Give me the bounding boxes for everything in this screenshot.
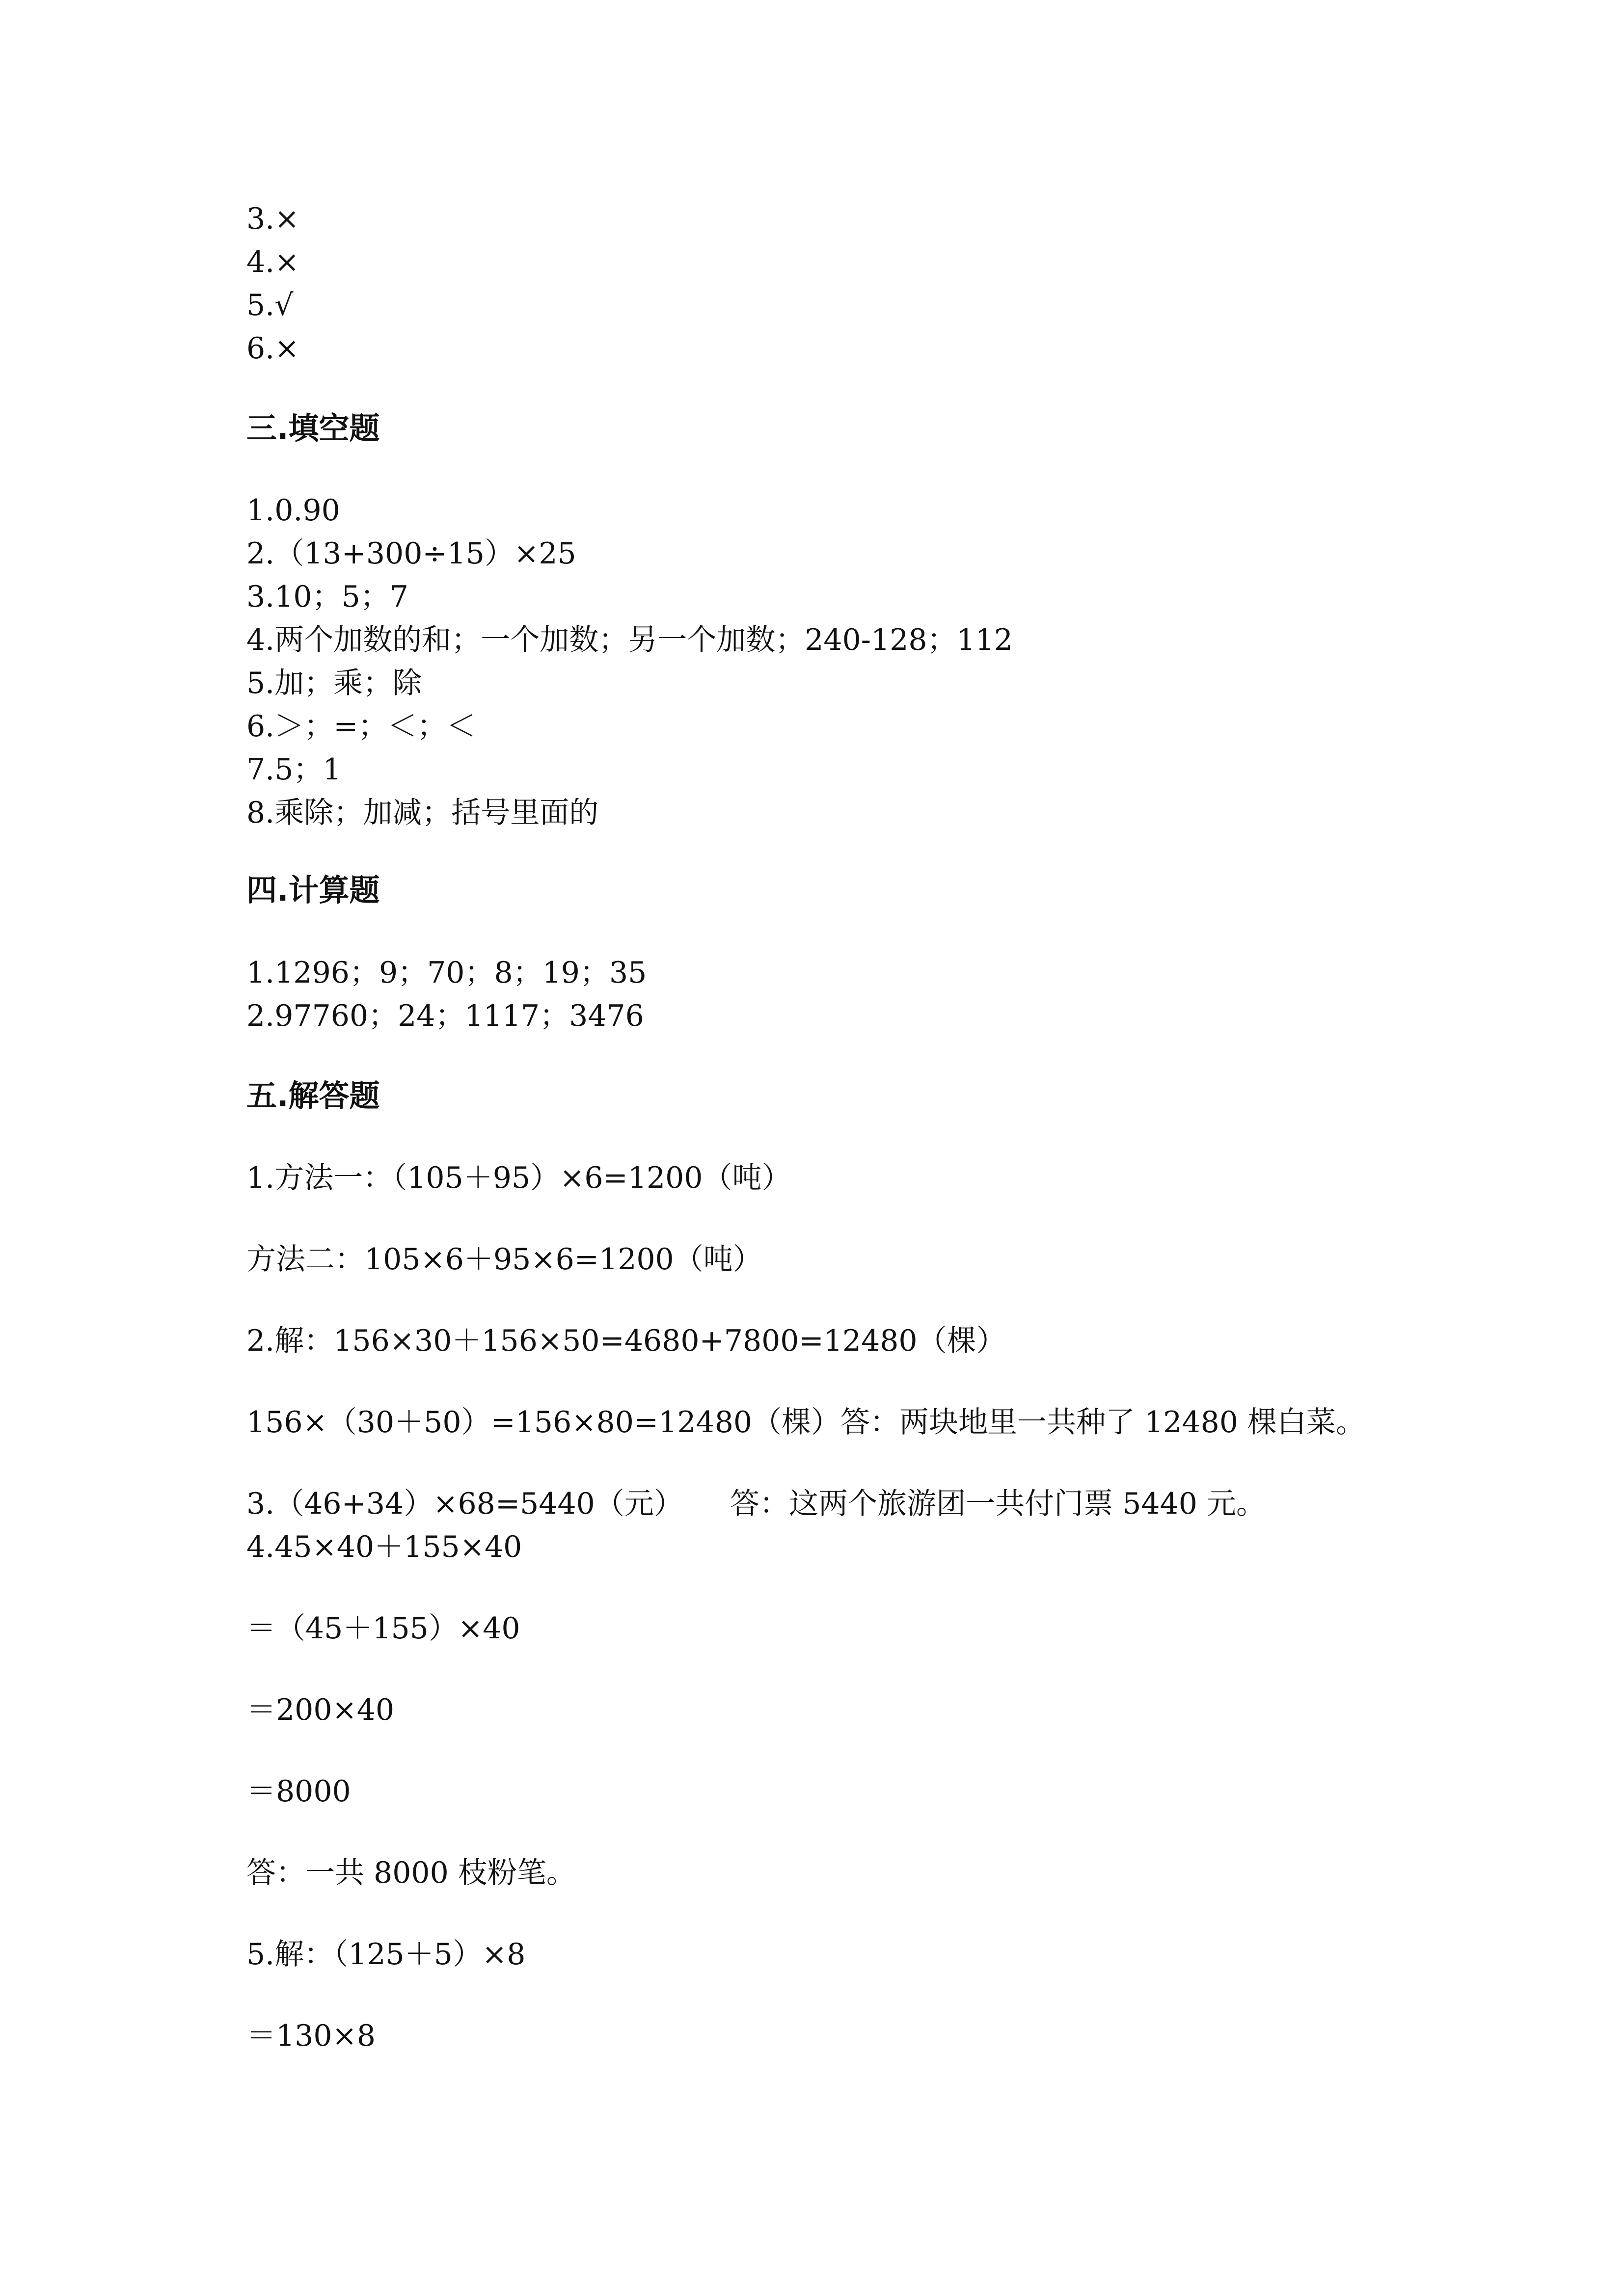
fill-answer-4: 4.两个加数的和；一个加数；另一个加数；240-128；112 (246, 623, 1013, 657)
fill-answer-5: 5.加；乘；除 (246, 666, 422, 700)
solution-line: 5.解：（125＋5）×8 (246, 1937, 526, 1972)
fill-answer-2: 2.（13+300÷15）×25 (246, 536, 576, 571)
solution-line: ＝200×40 (246, 1693, 395, 1727)
judgement-answer-4: 4.× (246, 245, 299, 279)
solution-line: ＝130×8 (246, 2019, 376, 2053)
calc-answer-1: 1.1296；9；70；8；19；35 (246, 956, 647, 990)
judgement-answer-3: 3.× (246, 202, 299, 236)
solution-line: ＝（45＋155）×40 (246, 1611, 520, 1646)
section-heading-calculation: 四.计算题 (246, 872, 380, 908)
solution-line: 答：一共 8000 枝粉笔。 (246, 1856, 576, 1890)
fill-answer-8: 8.乘除；加减；括号里面的 (246, 796, 599, 830)
solution-line: 4.45×40＋155×40 (246, 1530, 522, 1564)
section-heading-word-problems: 五.解答题 (246, 1078, 380, 1114)
fill-answer-7: 7.5；1 (246, 752, 342, 787)
fill-answer-6: 6.＞；=；＜；＜ (246, 709, 476, 744)
solution-line: 1.方法一：（105＋95）×6=1200（吨） (246, 1161, 791, 1195)
fill-answer-3: 3.10；5；7 (246, 580, 408, 614)
solution-line: 156×（30＋50）=156×80=12480（棵）答：两块地里一共种了 12480 棵白菜。 (246, 1405, 1366, 1440)
solution-line: 3.（46+34）×68=5440（元） 答：这两个旅游团一共付门票 5440 元。 (246, 1487, 1266, 1521)
solution-line: ＝8000 (246, 1774, 351, 1809)
calc-answer-2: 2.97760；24；1117；3476 (246, 999, 644, 1033)
judgement-answer-6: 6.× (246, 331, 299, 366)
judgement-answer-5: 5.√ (246, 288, 294, 322)
solution-line: 2.解：156×30＋156×50=4680+7800=12480（棵） (246, 1324, 1006, 1358)
solution-line: 方法二：105×6＋95×6=1200（吨） (246, 1242, 762, 1277)
fill-answer-1: 1.0.90 (246, 493, 340, 528)
section-heading-fill-in: 三.填空题 (246, 410, 380, 446)
